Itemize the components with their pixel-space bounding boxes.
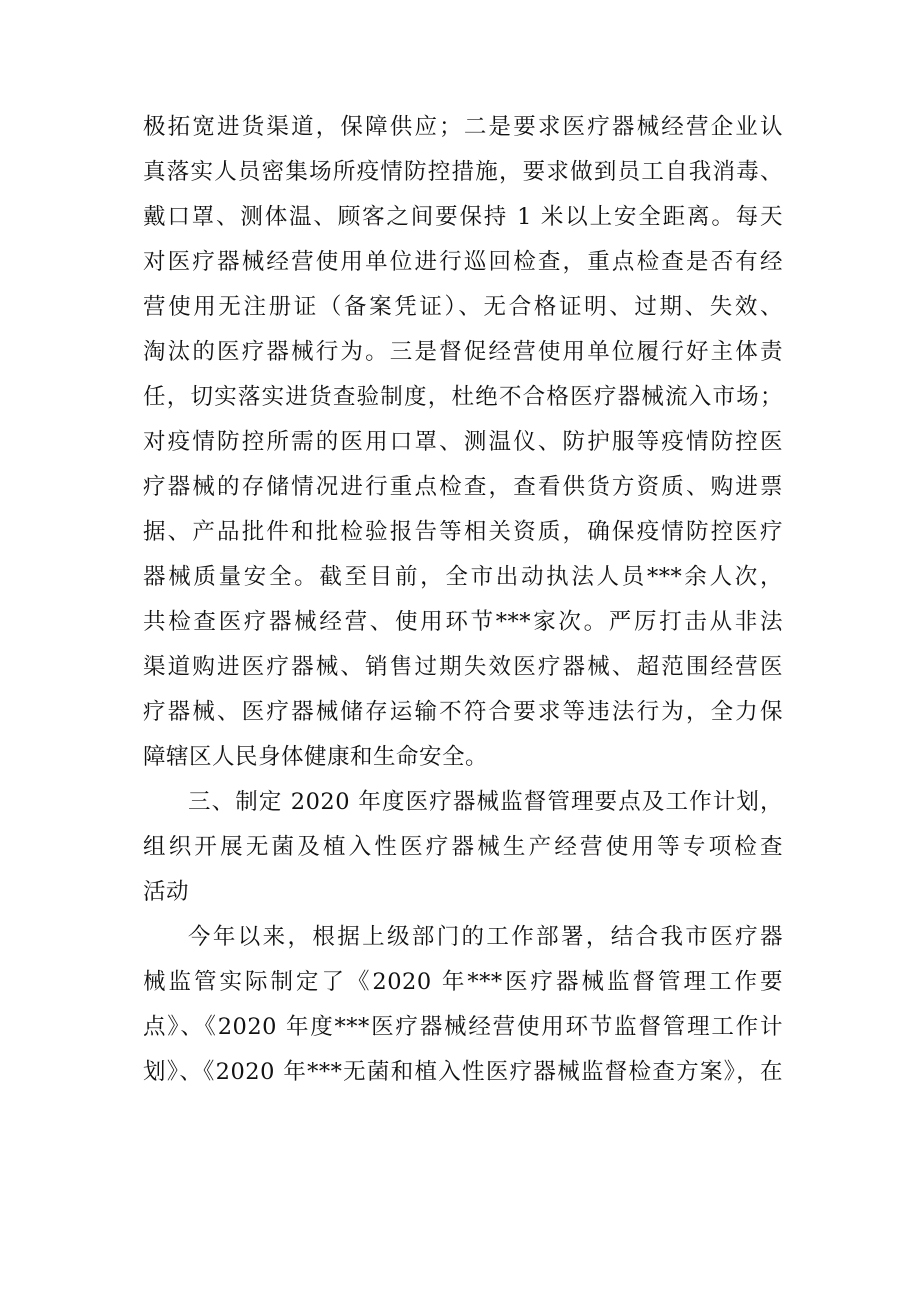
body-text-line: 器械质量安全。截至目前，全市出动执法人员***余人次， [143,564,783,590]
body-text-line: 疗器械的存储情况进行重点检查，查看供货方资质、购进票 [143,474,783,500]
body-text-line: 械监管实际制定了《2020 年***医疗器械监督管理工作要 [143,969,783,995]
body-text-line: 极拓宽进货渠道，保障供应；二是要求医疗器械经营企业认 [143,114,783,140]
body-text-line: 戴口罩、测体温、顾客之间要保持 1 米以上安全距离。每天 [143,204,783,230]
body-text-line: 对医疗器械经营使用单位进行巡回检查，重点检查是否有经 [143,249,783,275]
section-heading-line: 三、制定 2020 年度医疗器械监督管理要点及工作计划， [188,789,783,815]
body-text-line: 点》、《2020 年度***医疗器械经营使用环节监督管理工作计 [143,1014,783,1040]
body-text-line: 淘汰的医疗器械行为。三是督促经营使用单位履行好主体责 [143,339,783,365]
body-text-line: 障辖区人民身体健康和生命安全。 [143,744,489,770]
body-text-line: 对疫情防控所需的医用口罩、测温仪、防护服等疫情防控医 [143,429,783,455]
body-text-line: 营使用无注册证（备案凭证）、无合格证明、过期、失效、 [143,294,783,320]
body-text-line: 今年以来，根据上级部门的工作部署，结合我市医疗器 [188,924,783,950]
body-text-line: 划》、《2020 年***无菌和植入性医疗器械监督检查方案》，在 [143,1059,783,1085]
body-text-line: 疗器械、医疗器械储存运输不符合要求等违法行为，全力保 [143,699,783,725]
body-text-line: 共检查医疗器械经营、使用环节***家次。严厉打击从非法 [143,609,783,635]
body-text-line: 真落实人员密集场所疫情防控措施，要求做到员工自我消毒、 [143,159,783,185]
body-text-line: 任，切实落实进货查验制度，杜绝不合格医疗器械流入市场； [143,384,783,410]
body-text-line: 据、产品批件和批检验报告等相关资质，确保疫情防控医疗 [143,519,783,545]
body-text-line: 渠道购进医疗器械、销售过期失效医疗器械、超范围经营医 [143,654,783,680]
section-heading-line: 活动 [143,879,190,905]
section-heading-line: 组织开展无菌及植入性医疗器械生产经营使用等专项检查 [143,834,783,860]
